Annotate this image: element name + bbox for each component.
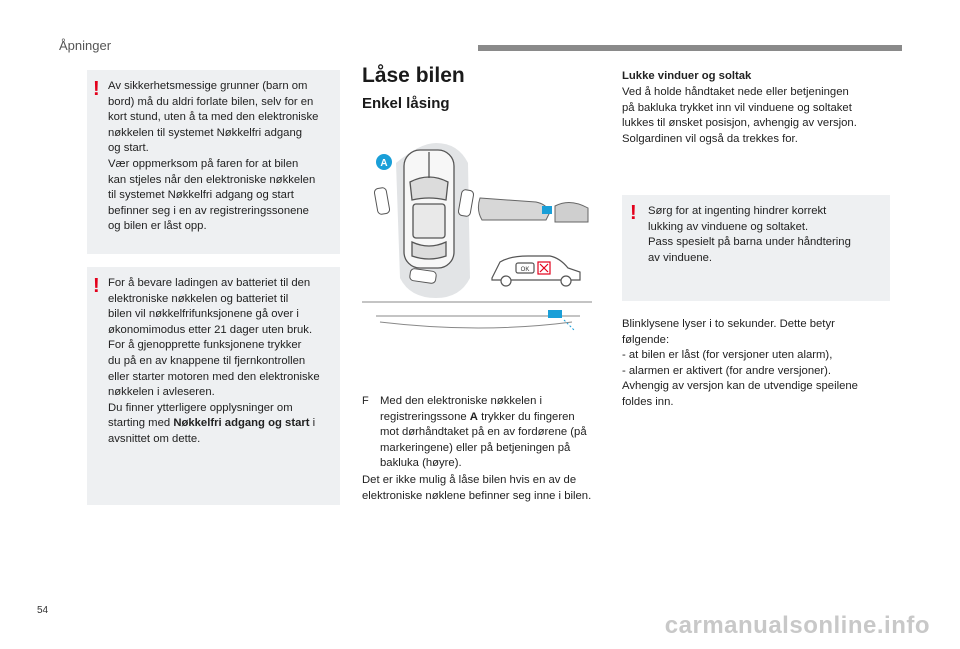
warning-box-3 xyxy=(622,195,890,301)
zone-a-label: A xyxy=(380,158,388,169)
right-heading: Lukke vinduer og soltak xyxy=(622,70,752,82)
car-top-view-icon xyxy=(404,150,454,268)
watermark: carmanualsonline.info xyxy=(664,612,930,639)
page-number: 54 xyxy=(37,605,49,616)
warning-text-2-part-1: For å bevare ladingen av batteriet til den elektroniske nøkkelen og batteriet til bilen vil nøkkelfrifunksjonene gå over i økonomimodus etter 21 dager uten bruk. For å gjenopprette funksjonene trykker du på en av knappene til fjernkontrollen eller starter motoren med den elektroniske nøkkelen i avleseren. Du finner ytterligere opplysninger om starting med xyxy=(108,277,320,430)
tailgate-icon xyxy=(362,302,592,330)
bullet-item xyxy=(362,394,612,470)
warning-box-2 xyxy=(87,267,340,505)
bullet-text xyxy=(380,394,612,472)
warning-icon: ! xyxy=(630,202,637,224)
section-title: Åpninger xyxy=(59,38,112,53)
warning-text-2-bold: Nøkkelfri adgang og start xyxy=(173,417,310,430)
warning-text-2-part-2: i avsnittet om dette. xyxy=(108,417,316,445)
warning-box-1 xyxy=(87,70,340,254)
section-subtitle: Enkel låsing xyxy=(362,95,450,112)
car-side-view-icon xyxy=(492,256,580,286)
page-title: Låse bilen xyxy=(362,64,465,87)
warning-text-1: Av sikkerhetsmessige grunner (barn om bord) må du aldri forlate bilen, selv for en kort stund, uten å ta med den elektroniske nøkkelen til systemet Nøkkelfri adgang og start. Vær oppmerksom på faren for at bilen kan stjeles når den elektroniske nøkkelen til systemet Nøkkelfri adgang og start befinner seg i en av registreringssonene og bilen er låst opp. xyxy=(108,80,319,233)
header-bar xyxy=(478,45,902,51)
warning-text-3: Sørg for at ingenting hindrer korrekt lukking av vinduene og soltaket. Pass spesielt på barna under håndtering av vinduene. xyxy=(648,205,851,264)
warning-icon: ! xyxy=(93,275,100,297)
lock-note: Det er ikke mulig å låse bilen hvis en av de elektroniske nøklene befinner seg inne i bilen. xyxy=(362,474,592,502)
ok-label: OK xyxy=(520,267,530,273)
bullet-text-part-2: trykker du fingeren mot dørhåndtaket på en av fordørene (på markeringene) eller på betjeningen på bakluka (høyre). xyxy=(380,410,587,470)
locking-illustration xyxy=(360,138,596,338)
bullet-text-part-1: Med den elektroniske nøkkelen i registreringssone xyxy=(380,395,543,423)
indicators-text: Blinklysene lyser i to sekunder. Dette betyr følgende: - at bilen er låst (for versjoner uten alarm), - alarmen er aktivert (for andre versjoner). Avhengig av versjon kan de utvendige speilene foldes inn. xyxy=(622,318,858,408)
warning-icon: ! xyxy=(93,78,100,100)
warning-text-2 xyxy=(108,276,340,448)
right-paragraph: Ved å holde håndtaket nede eller betjeningen på bakluka trykket inn vil vinduene og soltaket lukkes til ønsket posisjon, avhengig av versjon. Solgardinen vil også da trekkes for. xyxy=(622,86,857,145)
door-handle-icon xyxy=(478,186,592,222)
bullet-symbol: F xyxy=(362,395,369,407)
bullet-text-bold: A xyxy=(469,410,478,423)
